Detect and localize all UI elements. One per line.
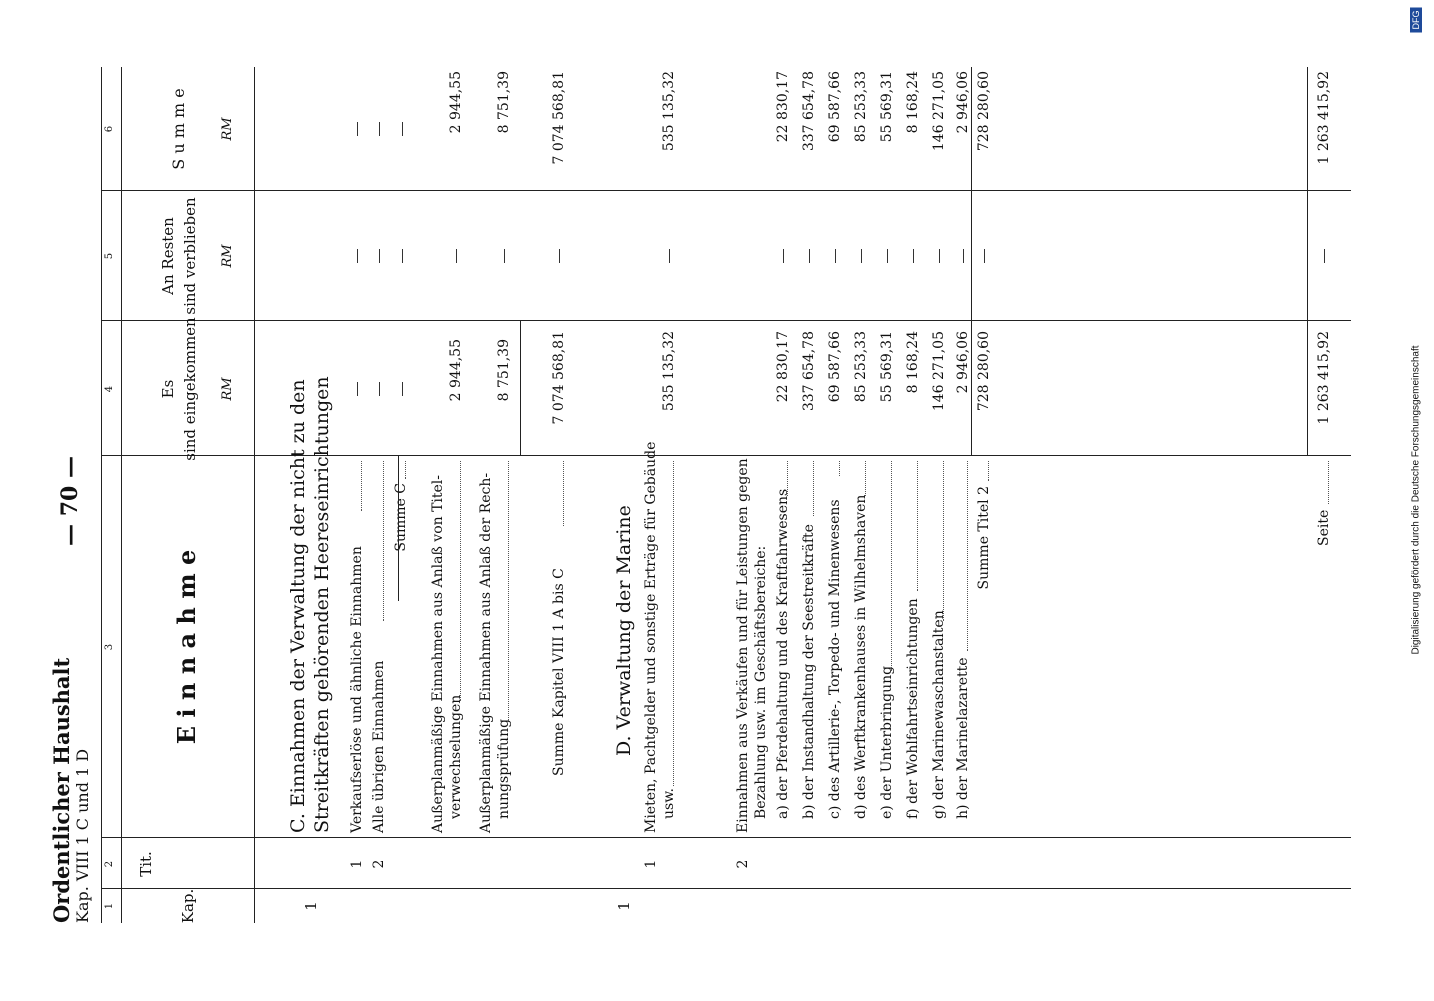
amount-summe: 85 253,33	[853, 71, 869, 143]
col-divider-2	[101, 837, 1351, 838]
dash-eingekommen	[379, 382, 380, 396]
page-total-summe: 1 263 415,92	[1316, 71, 1332, 165]
leader-dots	[917, 461, 918, 591]
colnum-6: 6	[104, 125, 115, 133]
row-label: Verkaufserlöse und ähnliche Einnahmen	[349, 546, 365, 833]
header-resten-2: sind verblieben	[181, 197, 199, 315]
amount-summe: 146 271,05	[931, 71, 947, 152]
dash-resten	[984, 249, 985, 263]
row-label: f) der Wohlfahrtseinrichtungen	[905, 598, 921, 819]
tit-number: 1	[349, 859, 365, 869]
amount-eingekommen: 2 944,55	[448, 339, 464, 402]
dash-resten	[835, 249, 836, 263]
amount-summe: 2 946,06	[955, 71, 971, 134]
section-heading: D. Verwaltung der Marine	[613, 505, 635, 756]
row-label: a) der Pferdehaltung und des Kraftfahrwesens	[775, 488, 791, 819]
dash-resten	[809, 249, 810, 263]
col-divider-5	[101, 190, 1351, 191]
header-kap: Kap.	[179, 888, 197, 924]
dash-summe	[357, 122, 358, 136]
leader-dots	[405, 461, 406, 479]
dash-resten	[887, 249, 888, 263]
row-label: Alle übrigen Einnahmen	[371, 660, 387, 833]
tit-number: 1	[643, 859, 659, 869]
header-subtitle: Kap. VIII 1 C und 1 D	[73, 748, 92, 923]
dash-eingekommen	[402, 382, 403, 396]
dash-resten	[1324, 249, 1325, 263]
rule-colnums	[121, 67, 122, 923]
amount-eingekommen: 55 569,31	[879, 331, 895, 403]
row-label: usw.	[661, 788, 677, 819]
kap-number: 1	[615, 901, 633, 911]
amount-summe: 7 074 568,81	[551, 71, 567, 165]
amount-summe: 337 654,78	[801, 71, 817, 152]
colnum-3: 3	[104, 643, 115, 651]
leader-dots	[1328, 461, 1329, 504]
row-label: h) der Marinelazarette	[955, 657, 971, 819]
leader-dots	[865, 461, 866, 496]
tit-number: 2	[371, 859, 387, 869]
leader-dots	[460, 461, 461, 701]
colnum-1: 1	[104, 902, 115, 910]
tit-number: 2	[735, 859, 751, 869]
kap-number: 1	[302, 901, 320, 911]
dash-resten	[456, 249, 457, 263]
colnum-4: 4	[104, 385, 115, 393]
leader-dots	[967, 461, 968, 651]
amount-eingekommen: 22 830,17	[775, 331, 791, 403]
leader-dots	[891, 461, 892, 671]
row-label: Bezahlung usw. im Geschäftsbereiche:	[753, 545, 769, 819]
amount-summe: 8 751,39	[496, 71, 512, 134]
rule-header-bottom	[254, 67, 255, 923]
amount-summe: 2 944,55	[448, 71, 464, 134]
unit-eingekommen: RM	[220, 377, 235, 401]
leader-dots	[361, 461, 362, 511]
dash-resten	[669, 249, 670, 263]
section-heading: Streitkräften gehörenden Heereseinrichtungen	[311, 376, 333, 833]
row-label: Mieten, Pachtgelder und sonstige Erträge für Gebäude	[643, 441, 659, 833]
row-label: Außerplanmäßige Einnahmen aus Anlaß der Rech-	[478, 472, 494, 833]
dash-resten	[963, 249, 964, 263]
dfg-logo: DFG	[1410, 8, 1422, 33]
amount-summe: 22 830,17	[775, 71, 791, 143]
amount-summe: 535 135,32	[661, 71, 677, 152]
leader-dots	[508, 461, 509, 721]
section-heading: C. Einnahmen der Verwaltung der nicht zu den	[287, 379, 309, 833]
leader-dots	[383, 461, 384, 621]
amount-summe: 8 168,24	[905, 71, 921, 134]
leader-dots	[563, 461, 564, 526]
amount-eingekommen: 728 280,60	[976, 331, 992, 412]
dash-resten	[402, 249, 403, 263]
dash-eingekommen	[357, 382, 358, 396]
leader-dots	[839, 461, 840, 476]
dash-resten	[504, 249, 505, 263]
amount-eingekommen: 2 946,06	[955, 331, 971, 394]
dash-resten	[939, 249, 940, 263]
dash-summe	[379, 122, 380, 136]
digitization-credit: Digitalisierung gefördert durch die Deutsche Forschungsgemeinschaft	[1410, 345, 1422, 655]
subtotal-label: Summe Titel 2	[976, 486, 992, 590]
colnum-5: 5	[104, 252, 115, 260]
dash-resten	[357, 249, 358, 263]
amount-eingekommen: 146 271,05	[931, 331, 947, 412]
col-divider-4	[101, 320, 1351, 321]
col-divider-1	[101, 888, 1351, 889]
header-eingekommen-2: sind eingekommen	[181, 317, 199, 461]
subtotal-label: Summe C	[393, 483, 409, 552]
page-number: — 70 —	[57, 456, 83, 546]
dash-resten	[783, 249, 784, 263]
page-total-eingekommen: 1 263 415,92	[1316, 331, 1332, 425]
dash-resten	[559, 249, 560, 263]
unit-summe: RM	[220, 117, 235, 141]
subtotal-rule	[398, 456, 399, 601]
amount-eingekommen: 7 074 568,81	[551, 331, 567, 425]
row-label: Außerplanmäßige Einnahmen aus Anlaß von Titel-	[430, 474, 446, 833]
total-label: Summe Kapitel VIII 1 A bis C	[551, 568, 567, 776]
amount-eingekommen: 69 587,66	[827, 331, 843, 403]
row-label: Einnahmen aus Verkäufen und für Leistungen gegen	[735, 458, 751, 833]
rotated-sheet	[0, 1, 1359, 1001]
header-tit: Tit.	[137, 851, 155, 877]
dash-resten	[861, 249, 862, 263]
leader-dots	[943, 461, 944, 621]
amount-eingekommen: 337 654,78	[801, 331, 817, 412]
subtotal-rule	[971, 67, 972, 456]
rule-top	[101, 67, 102, 923]
dash-summe	[402, 122, 403, 136]
header-title: Ordentlicher Haushalt	[49, 657, 74, 923]
header-einnahme: E i n n a h m e	[172, 549, 201, 745]
header-summe: S u m m e	[169, 88, 188, 170]
row-label: e) der Unterbringung	[879, 665, 895, 819]
row-label: nungsprüfung	[496, 718, 512, 819]
row-label: b) der Instandhaltung der Seestreitkräfte	[801, 524, 817, 819]
colnum-2: 2	[104, 860, 115, 868]
footer-rule	[1307, 67, 1308, 456]
amount-eingekommen: 85 253,33	[853, 331, 869, 403]
row-label: verwechselungen	[448, 694, 464, 819]
amount-summe: 69 587,66	[827, 71, 843, 143]
row-label: d) des Werftkrankenhauses in Wilhelmshaven	[853, 494, 869, 819]
row-label: g) der Marinewaschanstalten	[931, 610, 947, 819]
row-label: c) des Artillerie-, Torpedo- und Minenwesens	[827, 499, 843, 819]
header-eingekommen-1: Es	[159, 379, 177, 399]
leader-dots	[988, 461, 989, 481]
leader-dots	[813, 461, 814, 516]
page-total-label: Seite	[1316, 509, 1332, 546]
total-rule	[520, 321, 521, 456]
amount-eingekommen: 8 168,24	[905, 331, 921, 394]
dash-resten	[913, 249, 914, 263]
unit-resten: RM	[220, 244, 235, 268]
amount-summe: 728 280,60	[976, 71, 992, 152]
leader-dots	[673, 461, 674, 786]
amount-eingekommen: 8 751,39	[496, 339, 512, 402]
dash-resten	[379, 249, 380, 263]
amount-eingekommen: 535 135,32	[661, 331, 677, 412]
leader-dots	[787, 461, 788, 496]
header-resten-1: An Resten	[159, 217, 177, 295]
amount-summe: 55 569,31	[879, 71, 895, 143]
